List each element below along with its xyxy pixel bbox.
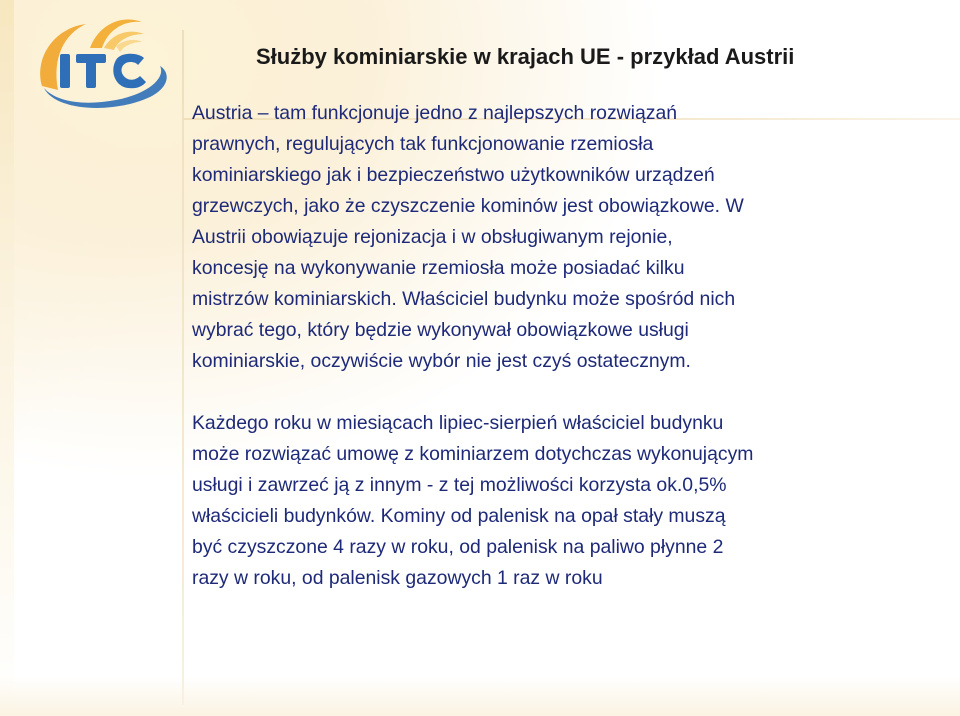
paragraph-line: właścicieli budynków. Kominy od palenisk na opał stały muszą — [192, 505, 726, 527]
body-text — [192, 98, 922, 594]
logo-letter-c — [113, 54, 146, 89]
decorative-frame-vertical — [182, 30, 184, 705]
itc-logo — [20, 8, 180, 118]
logo-letter-t-stem — [86, 54, 96, 88]
paragraph-line: kominiarskiego jak i bezpieczeństwo użytkowników urządzeń — [192, 164, 715, 186]
paragraph-line: usługi i zawrzeć ją z innym - z tej możliwości korzysta ok.0,5% — [192, 474, 727, 496]
paragraph-line: kominiarskie, oczywiście wybór nie jest czyś ostatecznym. — [192, 350, 691, 372]
slide-title: Służby kominiarskie w krajach UE - przykład Austrii — [256, 44, 795, 69]
paragraph-contract-rules — [192, 408, 922, 594]
decorative-bottom-glow — [0, 676, 960, 716]
paragraph-line: koncesję na wykonywanie rzemiosła może posiadać kilku — [192, 257, 685, 279]
paragraph-line: Austria – tam funkcjonuje jedno z najlepszych rozwiązań — [192, 102, 678, 124]
paragraph-line: Austrii obowiązuje rejonizacja i w obsługiwanym rejonie, — [192, 226, 673, 248]
logo-letter-i — [60, 54, 70, 88]
paragraph-line: razy w roku, od palenisk gazowych 1 raz w roku — [192, 567, 603, 589]
paragraph-spacer — [192, 377, 922, 408]
paragraph-line: grzewczych, jako że czyszczenie kominów jest obowiązkowe. W — [192, 195, 744, 217]
paragraph-line: wybrać tego, który będzie wykonywał obowiązkowe usługi — [192, 319, 689, 341]
paragraph-line: Każdego roku w miesiącach lipiec-sierpień właściciel budynku — [192, 412, 724, 434]
paragraph-austria-overview — [192, 98, 922, 377]
paragraph-line: być czyszczone 4 razy w roku, od palenisk na paliwo płynne 2 — [192, 536, 724, 558]
paragraph-line: może rozwiązać umowę z kominiarzem dotychczas wykonującym — [192, 443, 754, 465]
decorative-left-bar — [0, 0, 14, 716]
paragraph-line: prawnych, regulujących tak funkcjonowanie rzemiosła — [192, 133, 654, 155]
paragraph-line: mistrzów kominiarskich. Właściciel budynku może spośród nich — [192, 288, 736, 310]
